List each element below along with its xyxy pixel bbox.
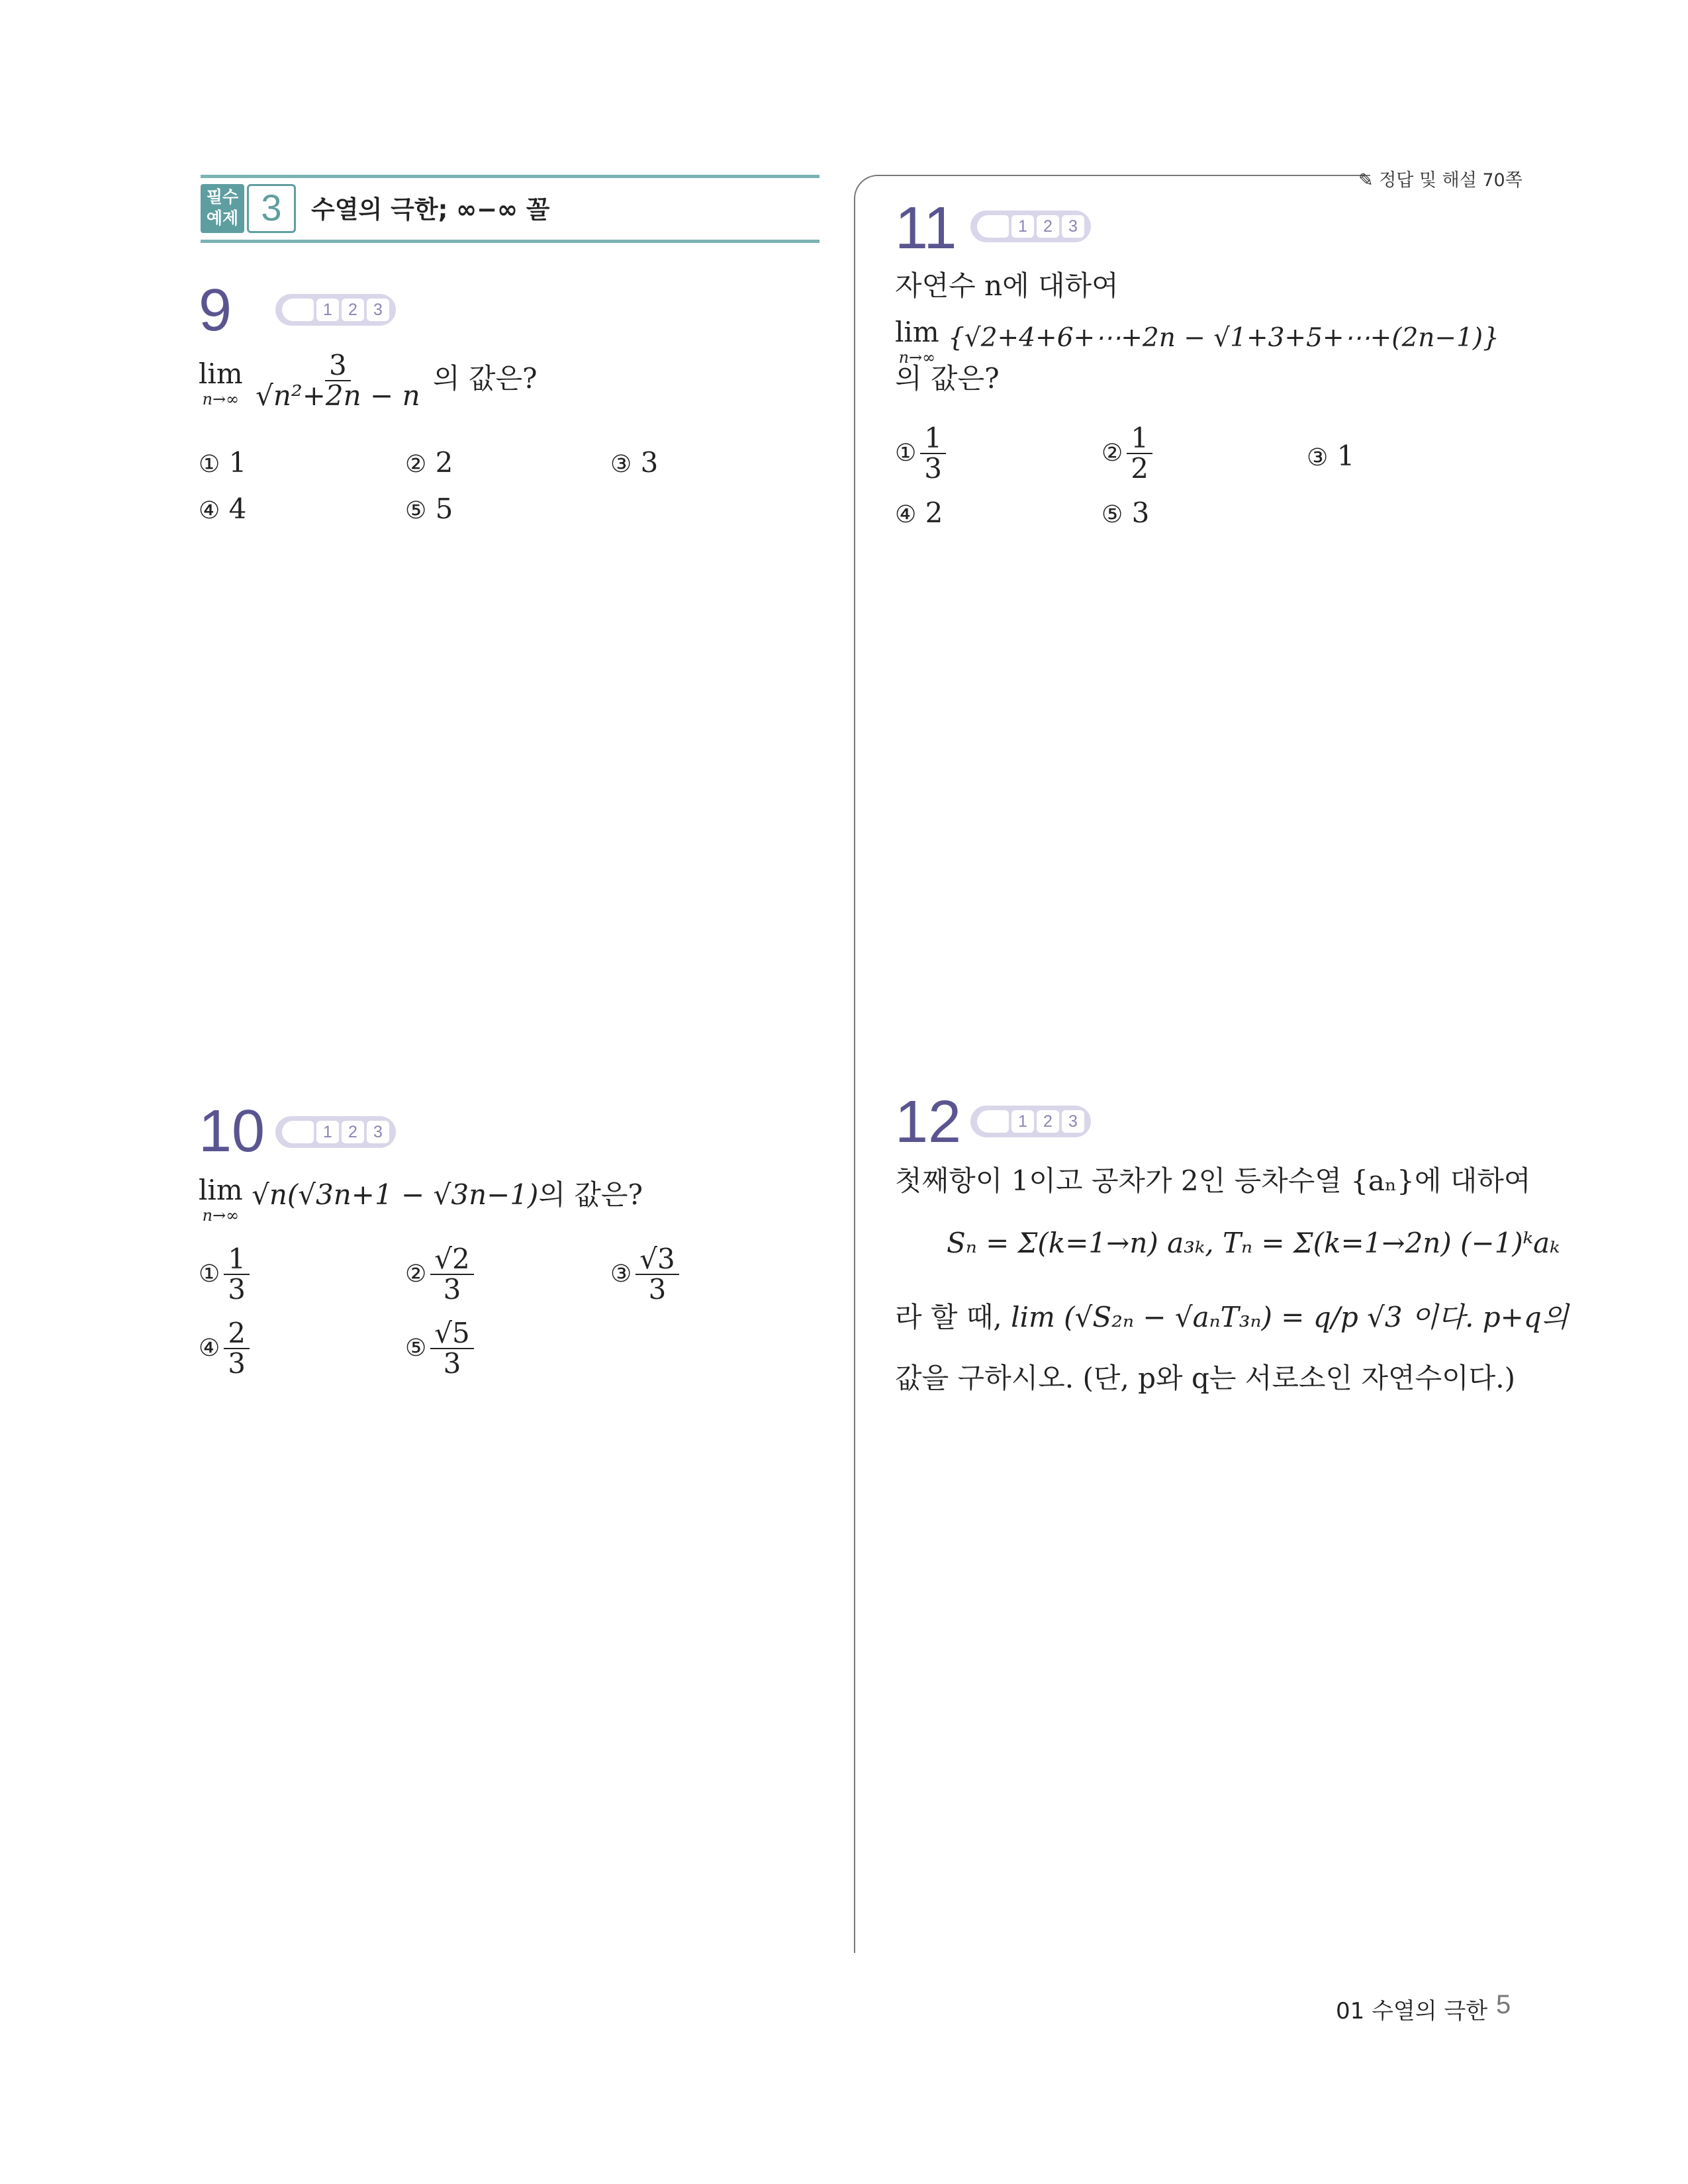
question-10-text <box>199 1172 643 1225</box>
header-top-rule <box>201 175 820 178</box>
question-11-expression: lim n→∞ {√2+4+6+⋯+2n − √1+3+5+⋯+(2n−1)} <box>895 314 1499 364</box>
chapter-label: 01 수열의 극한 <box>1336 1998 1488 2024</box>
option-2[interactable]: ② $\frac{√2}{3}$ <box>405 1245 478 1304</box>
question-9-number: 9 <box>199 277 232 344</box>
question-ask: 의 값은? <box>432 362 538 395</box>
question-9-text <box>199 351 538 410</box>
difficulty-levels <box>275 294 396 326</box>
level-2: 2 <box>342 299 364 321</box>
question-ask: 의 값은? <box>538 1178 643 1211</box>
answer-ref-text: 정답 및 해설 70쪽 <box>1379 170 1523 191</box>
header-bottom-rule <box>201 240 820 243</box>
option-2[interactable]: ② $\frac{1}{2}$ <box>1102 424 1156 483</box>
option-3[interactable]: ③ 3 <box>610 446 659 479</box>
fraction: $\frac{3}{\text{√n²+2n − n}}$ <box>256 349 420 412</box>
question-10-number: 10 <box>199 1098 265 1164</box>
question-11-number: 11 <box>895 195 957 261</box>
difficulty-levels: 1 2 3 <box>970 211 1091 242</box>
level-1: 1 <box>316 299 339 321</box>
option-3[interactable]: ③ 1 <box>1307 440 1355 472</box>
difficulty-levels: 1 2 3 <box>275 1116 396 1148</box>
required-example-badge <box>201 184 244 233</box>
question-ask: 의 값은? <box>895 362 1000 395</box>
option-5[interactable]: ⑤ 3 <box>1102 497 1150 529</box>
badge-line2: 예제 <box>206 209 239 228</box>
answer-reference <box>1358 166 1523 191</box>
question-12-line4: 값을 구하시오. (단, p와 q는 서로소인 자연수이다.) <box>895 1362 1515 1394</box>
question-11-intro: 자연수 n에 대하여 <box>895 269 1119 302</box>
question-12-line3: 라 할 때, lim (√S₂ₙ − √aₙT₃ₙ) = q/p √3 이다. p+q의 <box>895 1301 1569 1333</box>
difficulty-levels: 1 2 3 <box>970 1106 1091 1137</box>
option-1[interactable]: ① $\frac{1}{3}$ <box>895 424 950 483</box>
option-2[interactable]: ② 2 <box>405 446 453 479</box>
expression: √n(√3n+1 − √3n−1) <box>252 1178 539 1211</box>
option-4[interactable]: ④ 2 <box>895 497 943 529</box>
badge-number: 3 <box>247 184 296 233</box>
option-3[interactable]: ③ $\frac{√3}{3}$ <box>610 1245 683 1304</box>
limit: lim n→∞ <box>895 316 939 367</box>
question-12-formula: Sₙ = Σ(k=1→n) a₃ₖ, Tₙ = Σ(k=1→2n) (−1)ᵏaₖ <box>947 1227 1560 1259</box>
option-5[interactable]: ⑤ $\frac{√5}{3}$ <box>405 1319 478 1378</box>
limit: lim n→∞ <box>199 357 243 408</box>
option-1[interactable]: ① 1 <box>199 446 247 479</box>
option-4[interactable]: ④ 4 <box>199 493 247 525</box>
option-5[interactable]: ⑤ 5 <box>405 493 453 525</box>
limit: lim n→∞ <box>199 1174 243 1225</box>
option-1[interactable]: ① $\frac{1}{3}$ <box>199 1245 254 1304</box>
level-3: 3 <box>367 299 389 321</box>
pencil-icon: ✎ <box>1358 170 1374 191</box>
option-4[interactable]: ④ $\frac{2}{3}$ <box>199 1319 254 1378</box>
question-12-line1: 첫째항이 1이고 공차가 2인 등차수열 {aₙ}에 대하여 <box>895 1164 1531 1197</box>
badge-line1: 필수 <box>206 187 239 207</box>
column-divider <box>854 199 855 1953</box>
question-12-number: 12 <box>895 1089 962 1155</box>
page-number: 5 <box>1496 1990 1511 2019</box>
level-blank <box>282 299 314 321</box>
section-title: 수열의 극한; ∞−∞ 꼴 <box>311 195 550 224</box>
